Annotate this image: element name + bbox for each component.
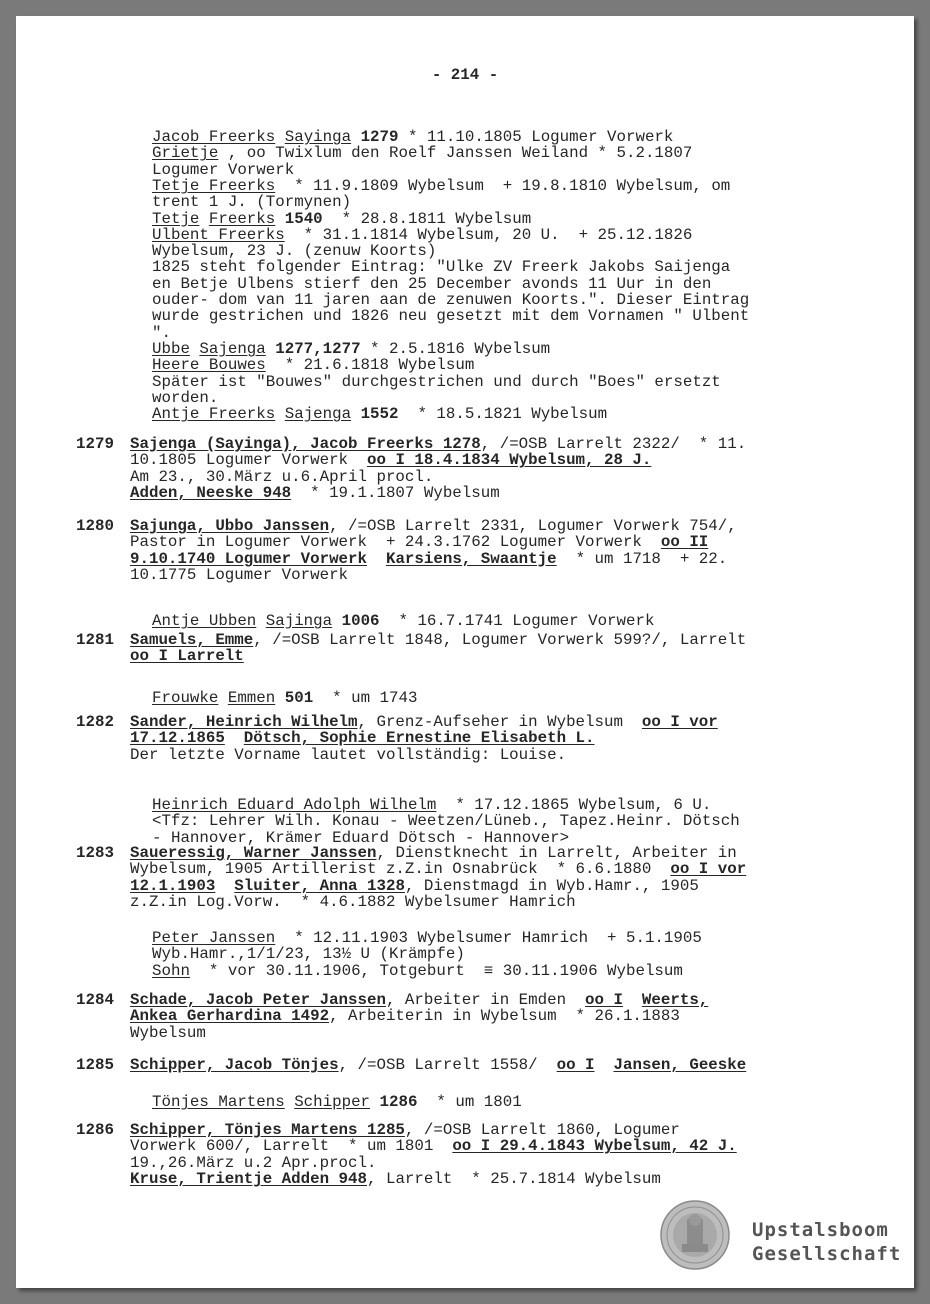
name-link-text: Tetje [152, 209, 200, 228]
text-segment [595, 1056, 614, 1074]
entry-line [130, 878, 699, 894]
intro-child-line [152, 357, 474, 373]
text-segment: , /=OSB Larrelt 1860, Logumer [404, 1121, 680, 1139]
name-link-text: Freerks [208, 209, 276, 228]
intro-child-line [152, 243, 436, 259]
text-segment: Logumer Vorwerk [152, 160, 295, 179]
text-segment: , /=OSB Larrelt 2331, Logumer Vorwerk 754/, [329, 517, 737, 535]
logo-text-line1: Upstalsboom [752, 1219, 889, 1241]
child-line [152, 946, 465, 962]
text-segment: 501 [275, 689, 314, 707]
text-segment: - Hannover, Krämer Eduard Dötsch - Hannover> [152, 828, 570, 847]
text-segment: * 21.6.1818 Wybelsum [265, 356, 475, 375]
entry-line [130, 714, 718, 730]
text-segment: * 16.7.1741 Logumer Vorwerk [379, 612, 655, 630]
intro-child-line [152, 194, 351, 210]
intro-child-line [152, 390, 218, 406]
name-link-text: oo I 18.4.1834 Wybelsum, 28 J. [367, 451, 652, 470]
text-segment: 1825 steht folgender Eintrag: "Ulke ZV Freerk Jakobs Saijenga [152, 258, 731, 277]
entry-line [130, 1138, 737, 1154]
text-segment: Der letzte Vorname lautet vollständig: Louise. [130, 745, 567, 764]
text-segment: Wybelsum, 1905 Artillerist z.Z.in Osnabrück * 6.6.1880 [130, 860, 671, 879]
name-link-text: oo I 29.4.1843 Wybelsum, 42 J. [452, 1137, 737, 1156]
name-link-text: Sohn [152, 961, 190, 980]
entry-line [130, 567, 348, 583]
text-segment: 1277,1277 [265, 339, 361, 358]
text-segment: * 11.10.1805 Logumer Vorwerk [398, 128, 674, 146]
name-link-text: Heere Bouwes [152, 356, 266, 375]
entry-line [130, 1171, 661, 1187]
name-link-text: 12.1.1903 [130, 876, 216, 895]
child-line [152, 813, 740, 829]
text-segment: 1540 [275, 209, 323, 228]
text-segment: , oo Twixlum den Roelf Janssen Weiland * 5.2.1807 [218, 144, 693, 163]
text-segment: * 11.9.1809 Wybelsum + 19.8.1810 Wybelsum, om [275, 176, 731, 195]
text-segment: * 12.11.1903 Wybelsumer Hamrich + 5.1.1905 [275, 929, 702, 947]
child-line [152, 690, 417, 706]
entry-line [130, 518, 737, 534]
intro-child-line [152, 227, 692, 243]
intro-child-line [152, 145, 692, 161]
child-line [152, 797, 711, 813]
entry-line [130, 632, 746, 648]
text-segment: Vorwerk 600/, Larrelt * um 1801 [130, 1137, 453, 1156]
page-number: - 214 - [431, 66, 499, 84]
text-segment: 10.1805 Logumer Vorwerk [130, 451, 367, 470]
text-segment: * 31.1.1814 Wybelsum, 20 U. + 25.12.1826 [284, 225, 693, 244]
intro-child-line [152, 406, 607, 422]
intro-child-line [152, 341, 550, 357]
entry-line [130, 1122, 680, 1138]
name-link-text: oo I [556, 1056, 595, 1074]
name-link-text: Tönjes Martens [152, 1093, 285, 1111]
name-link-text: Ulbent Freerks [152, 225, 285, 244]
name-link-text: oo I vor [641, 713, 718, 731]
text-segment: 1006 [332, 612, 380, 630]
text-segment: worden. [152, 388, 219, 407]
name-link-text: Sajinga [265, 612, 333, 630]
intro-child-line [152, 178, 730, 194]
entry-line [130, 648, 244, 664]
entry-line [130, 894, 576, 910]
text-segment [275, 405, 284, 423]
text-segment: wurde gestrichen und 1826 neu gesetzt mit dem Vornamen " Ulbent [152, 307, 750, 326]
text-segment: trent 1 J. (Tormynen) [152, 193, 352, 212]
name-link-text: Emmen [227, 689, 276, 707]
name-link-text: Jacob Freerks [152, 128, 276, 146]
name-link-text: Schipper, Jacob Tönjes [130, 1056, 339, 1074]
text-segment: 19.,26.März u.2 Apr.procl. [130, 1153, 377, 1172]
text-segment: * 19.1.1807 Wybelsum [291, 483, 500, 502]
text-segment: Wyb.Hamr.,1/1/23, 13½ U (Krämpfe) [152, 945, 465, 964]
text-segment: ouder- dom van 11 jaren aan de zenuwen Koorts.". Dieser Eintrag [152, 291, 750, 309]
entry-line [130, 551, 727, 567]
entry-line [130, 1008, 680, 1024]
text-segment: Pastor in Logumer Vorwerk + 24.3.1762 Logumer Vorwerk [130, 533, 661, 552]
intro-child-line [152, 211, 531, 227]
entry-number: 1283 [76, 844, 114, 862]
text-segment: 10.1775 Logumer Vorwerk [130, 565, 349, 584]
text-segment [218, 689, 227, 707]
text-segment: en Betje Ulbens stierf den 25 December avonds 11 Uur in den [152, 274, 712, 293]
name-link-text: Saueressig, Warner Janssen [130, 844, 377, 862]
name-link-text: 17.12.1865 [130, 729, 225, 748]
logo-text-line2: Gesellschaft [752, 1243, 902, 1265]
entry-line [130, 730, 595, 746]
name-link-text: Sander, Heinrich Wilhelm [130, 713, 358, 731]
text-segment: <Tfz: Lehrer Wilh. Konau - Weetzen/Lüneb., Tapez.Heinr. Dötsch [152, 812, 740, 831]
entry-line [130, 1057, 746, 1073]
name-link-text: Schipper, Tönjes Martens 1285 [130, 1121, 405, 1139]
text-segment: , /=OSB Larrelt 1848, Logumer Vorwerk 599?/, Larrelt [253, 631, 747, 649]
text-segment [225, 729, 244, 747]
text-segment: * 28.8.1811 Wybelsum [322, 209, 532, 228]
name-link-text: Grietje [152, 144, 219, 163]
text-segment: Wybelsum, 23 J. (zenuw Koorts) [152, 242, 437, 261]
name-link-text: Jansen, Geeske [613, 1056, 747, 1074]
text-segment: 1286 [370, 1093, 418, 1111]
entry-number: 1282 [76, 713, 114, 731]
name-link-text: Sajenga [284, 405, 352, 424]
entry-line [130, 534, 708, 550]
child-line [152, 613, 654, 629]
name-link-text: Schade, Jacob Peter Janssen [130, 991, 386, 1009]
entry-line [130, 436, 746, 452]
text-segment [190, 340, 199, 358]
name-link-text: Peter Janssen [152, 929, 276, 947]
entry-number: 1285 [76, 1056, 114, 1074]
text-segment [215, 877, 234, 895]
text-segment: , Arbeiter in Emden [385, 991, 586, 1009]
intro-child-line [152, 129, 673, 145]
text-segment: * 18.5.1821 Wybelsum [398, 405, 608, 424]
text-segment: ". [152, 323, 171, 342]
text-segment: , Larrelt * 25.7.1814 Wybelsum [367, 1169, 661, 1188]
intro-child-line [152, 308, 749, 324]
name-link-text: oo II [660, 533, 709, 552]
text-segment: * um 1801 [417, 1093, 522, 1111]
text-segment: , Grenz-Aufseher in Wybelsum [357, 713, 642, 731]
child-line [152, 930, 702, 946]
intro-child-line [152, 259, 730, 275]
entry-line [130, 469, 433, 485]
text-segment: * um 1743 [313, 689, 418, 707]
text-segment: * 2.5.1816 Wybelsum [360, 339, 551, 358]
intro-child-line [152, 276, 711, 292]
entry-number: 1281 [76, 631, 114, 649]
entry-line [130, 1155, 376, 1171]
name-link-text: Sluiter, Anna 1328 [234, 876, 405, 895]
text-segment: Wybelsum [130, 1023, 206, 1042]
name-link-text: Karsiens, Swaantje [385, 549, 557, 568]
name-link-text: Sajenga (Sayinga), Jacob Freerks 1278 [130, 435, 481, 453]
text-segment: , /=OSB Larrelt 1558/ [338, 1056, 557, 1074]
text-segment: Später ist "Bouwes" durchgestrichen und durch "Boes" ersetzt [152, 372, 721, 391]
entry-line [130, 747, 566, 763]
text-segment: , /=OSB Larrelt 2322/ * 11. [480, 435, 747, 453]
entry-number: 1284 [76, 991, 114, 1009]
name-link-text: Sayinga [284, 128, 352, 146]
text-segment: , Dienstknecht in Larrelt, Arbeiter in [376, 844, 737, 862]
text-segment [199, 210, 208, 228]
name-link-text: Kruse, Trientje Adden 948 [130, 1169, 367, 1188]
entry-number: 1280 [76, 517, 114, 535]
name-link-text: Heinrich Eduard Adolph Wilhelm [152, 796, 437, 814]
text-segment: , Dienstmagd in Wyb.Hamr., 1905 [404, 876, 699, 895]
entry-line [130, 861, 746, 877]
text-segment [285, 1093, 294, 1111]
text-segment: * 17.12.1865 Wybelsum, 6 U. [436, 796, 712, 814]
text-segment [367, 550, 386, 568]
name-link-text: Antje Freerks [152, 405, 276, 424]
document-page [16, 16, 914, 1288]
name-link-text: 9.10.1740 Logumer Vorwerk [130, 549, 367, 568]
name-link-text: oo I Larrelt [130, 647, 244, 666]
intro-child-line [152, 325, 171, 341]
text-segment: 1552 [351, 405, 399, 424]
name-link-text: Sajunga, Ubbo Janssen [130, 517, 330, 535]
text-segment: 1279 [351, 128, 399, 146]
name-link-text: Frouwke [152, 689, 219, 707]
name-link-text: Antje Ubben [152, 612, 257, 630]
name-link-text: Weerts, [641, 991, 709, 1009]
text-segment: , Arbeiterin in Wybelsum * 26.1.1883 [329, 1007, 680, 1026]
text-segment [256, 612, 265, 630]
intro-child-line [152, 162, 294, 178]
name-link-text: Adden, Neeske 948 [130, 483, 292, 502]
seal-logo-icon [660, 1200, 730, 1270]
name-link-text: Samuels, Emme [130, 631, 254, 649]
name-link-text: oo I vor [670, 860, 747, 879]
text-segment: Am 23., 30.März u.6.April procl. [130, 467, 434, 486]
text-segment: z.Z.in Log.Vorw. * 4.6.1882 Wybelsumer Hamrich [130, 892, 576, 911]
entry-line [130, 485, 500, 501]
child-line [152, 1094, 522, 1110]
name-link-text: Tetje Freerks [152, 176, 276, 195]
entry-line [130, 992, 708, 1008]
entry-line [130, 845, 737, 861]
text-segment: * um 1718 + 22. [556, 549, 728, 568]
entry-line [130, 452, 651, 468]
name-link-text: Ankea Gerhardina 1492 [130, 1007, 330, 1026]
intro-child-line [152, 374, 721, 390]
name-link-text: Schipper [294, 1093, 371, 1111]
name-link-text: Dötsch, Sophie Ernestine Elisabeth L. [243, 729, 595, 748]
intro-child-line [152, 292, 749, 308]
text-segment [275, 128, 284, 146]
name-link-text: Sajenga [199, 339, 266, 358]
child-line [152, 963, 683, 979]
text-segment: * vor 30.11.1906, Totgeburt ≡ 30.11.1906 Wybelsum [189, 961, 683, 980]
entry-number: 1279 [76, 435, 114, 453]
entry-number: 1286 [76, 1121, 114, 1139]
name-link-text: oo I [585, 991, 623, 1009]
text-segment [623, 991, 642, 1009]
entry-line [130, 1025, 206, 1041]
name-link-text: Ubbe [152, 339, 190, 358]
